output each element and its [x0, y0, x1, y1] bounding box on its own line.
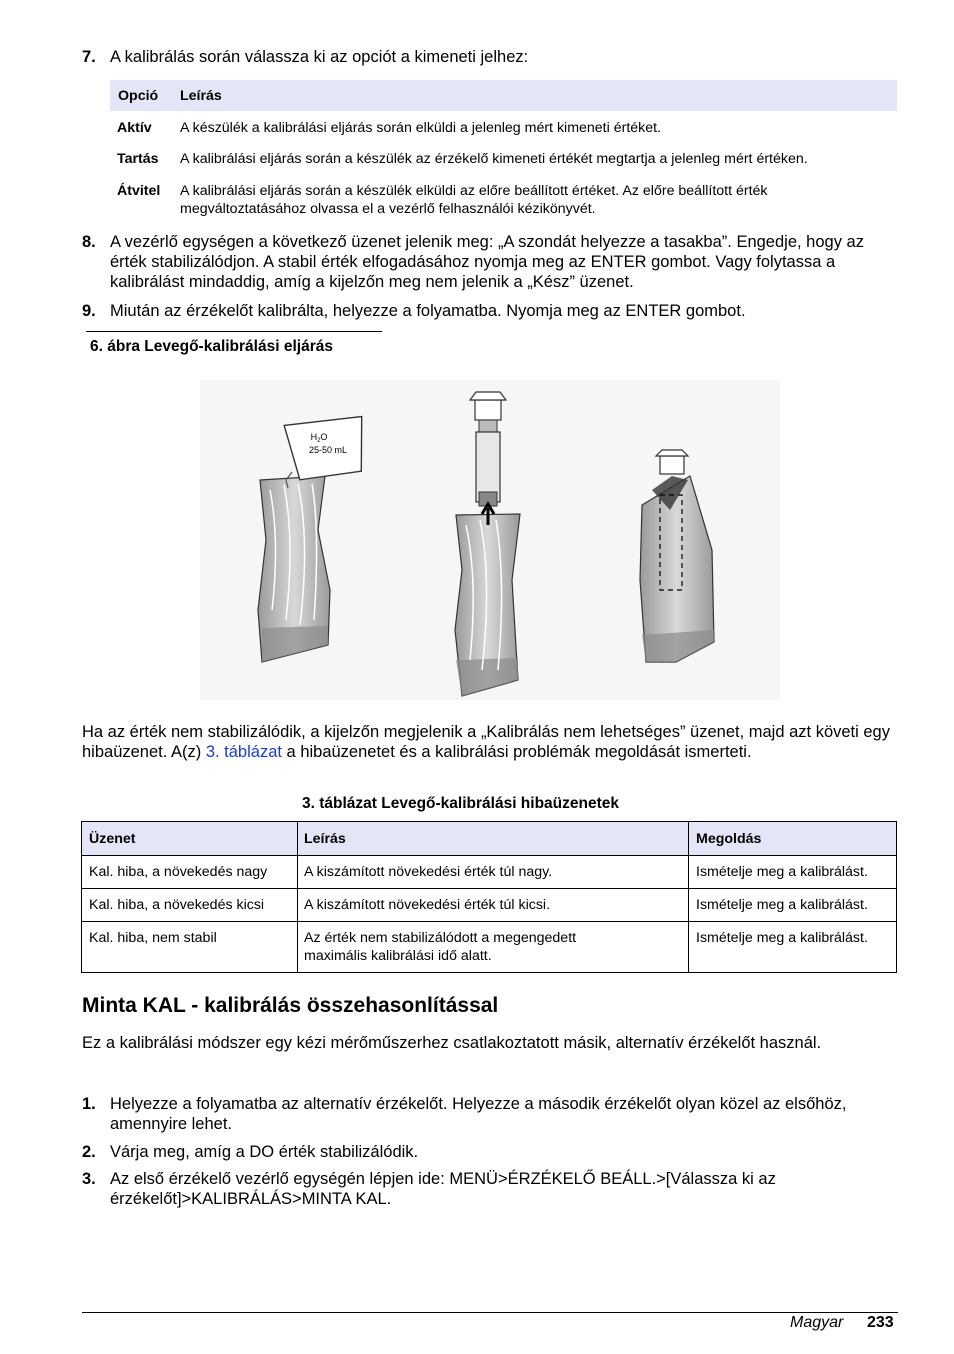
- caption-rule: [86, 331, 382, 332]
- table-3-link[interactable]: 3. táblázat: [205, 743, 282, 761]
- figure-caption: 6. ábra Levegő-kalibrálási eljárás: [90, 338, 333, 355]
- cup-label-volume: 25-50 mL: [308, 445, 348, 455]
- option-table-header: [110, 80, 897, 111]
- row-divider: [82, 888, 896, 889]
- cup-label-h2o: $H_2O$: [310, 432, 328, 444]
- step-number: 9.: [82, 302, 96, 320]
- paragraph-text-before: Ha az érték nem stabilizálódik, a kijelzőn megjelenik a „Kalibrálás nem lehetséges” üzenet, majd azt követi egy hibaüzenet. A(z): [82, 723, 890, 761]
- footer-language: Magyar: [790, 1314, 844, 1331]
- row-divider: [82, 921, 896, 922]
- calibration-failure-paragraph: [82, 722, 898, 762]
- header-message: Üzenet: [89, 831, 136, 847]
- error-message: Kal. hiba, a növekedés nagy: [89, 864, 268, 880]
- header-solution: Megoldás: [696, 831, 762, 847]
- step-number: 1.: [82, 1095, 96, 1113]
- step-text: Az első érzékelő vezérlő egységén lépjen ide: MENÜ>ÉRZÉKELŐ BEÁLL.>[Válassza ki az érzékelőt]>KALIBRÁLÁS>MINTA KAL.: [110, 1170, 776, 1208]
- step-number: 8.: [82, 233, 96, 251]
- step-number: 3.: [82, 1170, 96, 1188]
- error-message: Kal. hiba, nem stabil: [89, 930, 217, 946]
- step-text: Helyezze a folyamatba az alternatív érzékelőt. Helyezze a második érzékelőt olyan közel az elsőhöz, amennyire lehet.: [110, 1095, 847, 1133]
- step-text: Miután az érzékelőt kalibrálta, helyezze a folyamatba. Nyomja meg az ENTER gombot.: [110, 302, 746, 320]
- paragraph-text-after: a hibaüzenetet és a kalibrálási problémák megoldását ismerteti.: [281, 743, 752, 761]
- column-divider: [688, 822, 689, 972]
- row-divider: [82, 855, 896, 856]
- error-description: A kiszámított növekedési érték túl nagy.: [304, 864, 553, 880]
- header-option: Opció: [118, 88, 159, 104]
- step-number: 7.: [82, 48, 96, 66]
- step-text: A kalibrálás során válassza ki az opciót a kimeneti jelhez:: [110, 48, 529, 66]
- method-paragraph: Ez a kalibrálási módszer egy kézi mérőműszerhez csatlakoztatott másik, alternatív érzékelőt használ.: [82, 1034, 822, 1052]
- table-caption: 3. táblázat Levegő-kalibrálási hibaüzenetek: [302, 795, 620, 812]
- header-description: Leírás: [180, 88, 222, 104]
- air-calibration-illustration: [200, 380, 780, 700]
- error-solution: Ismételje meg a kalibrálást.: [696, 897, 868, 913]
- option-description: A készülék a kalibrálási eljárás során elküldi a jelenleg mért kimeneti értéket.: [180, 120, 662, 136]
- option-description: A kalibrálási eljárás során a készülék az érzékelő kimeneti értékét megtartja a jelenleg mért értéken.: [180, 151, 808, 167]
- error-message: Kal. hiba, a növekedés kicsi: [89, 897, 265, 913]
- footer-rule: [82, 1312, 898, 1313]
- step-text: A vezérlő egységen a következő üzenet jelenik meg: „A szondát helyezze a tasakba”. Engedje, hogy az érték stabilizálódjon. A stabil érték elfogadásához nyomja meg az ENTER gombot. Vagy folytassa a kalibrálást mindaddig, amíg a kijelzőn meg nem jelenik a „Kész” üzenet.: [110, 233, 864, 291]
- option-name: Átvitel: [117, 183, 161, 199]
- error-table-header: [82, 822, 896, 855]
- step-number: 2.: [82, 1143, 96, 1161]
- option-name: Aktív: [117, 120, 152, 136]
- section-heading: Minta KAL - kalibrálás összehasonlítással: [82, 994, 499, 1017]
- option-description: A kalibrálási eljárás során a készülék elküldi az előre beállított értéket. Az előre beállított érték megváltoztatásához olvassa el a vezérlő felhasználói kézikönyvét.: [180, 183, 768, 217]
- header-description: Leírás: [304, 831, 346, 847]
- page-number: 233: [867, 1314, 894, 1331]
- column-divider: [297, 822, 298, 972]
- error-description: A kiszámított növekedési érték túl kicsi.: [304, 897, 551, 913]
- error-description: Az érték nem stabilizálódott a megengedett maximális kalibrálási idő alatt.: [304, 930, 577, 964]
- option-name: Tartás: [117, 151, 159, 167]
- error-solution: Ismételje meg a kalibrálást.: [696, 930, 868, 946]
- step-text: Várja meg, amíg a DO érték stabilizálódik.: [110, 1143, 419, 1161]
- error-message-table: [81, 821, 897, 973]
- error-solution: Ismételje meg a kalibrálást.: [696, 864, 868, 880]
